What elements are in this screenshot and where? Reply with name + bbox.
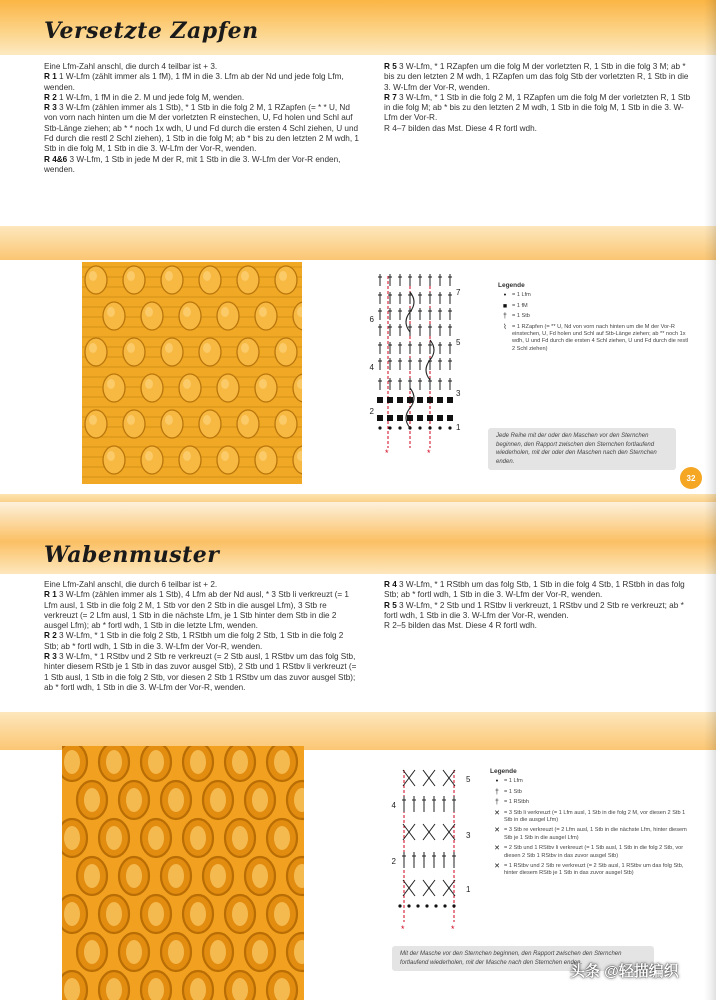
- puff-stitch: [179, 374, 201, 402]
- page-title: Versetzte Zapfen: [44, 18, 259, 44]
- instruction-text: 3 W-Lfm, * 1 RStbh um das folg Stb, 1 Stb in die folg 4 Stb, 1 RStbh in das folg Stb; ab * fortl wdh, 1 Stb in die 3. W-Lfm der Vor-R, wenden.: [384, 580, 685, 600]
- puff-highlight: [203, 271, 211, 281]
- puff-stitch: [255, 302, 277, 330]
- puff-highlight: [259, 451, 267, 461]
- divider-band: [0, 712, 716, 750]
- repeat-star-icon: *: [401, 924, 405, 934]
- puff-stitch: [141, 302, 163, 330]
- legend-item: [498, 324, 688, 354]
- instruction-text: 3 W-Lfm, * 1 RZapfen um die folg M der vorletzten R, 1 Stb in die folg 3 M; ab * bis zu den letzten 2 M wdh, 1 RZapfen um das folg Stb der vorletzten R, 1 Stb in die 3. W-Lfm der Vor-R, wenden.: [384, 62, 689, 92]
- legend-item: [490, 827, 695, 842]
- lfm-symbol: [407, 904, 410, 907]
- fm-symbol: [427, 415, 433, 421]
- puff-stitch: [103, 446, 125, 474]
- fm-symbol: [397, 415, 403, 421]
- instruction-paragraph: [44, 62, 362, 72]
- puff-highlight: [107, 379, 115, 389]
- cell-highlight: [168, 788, 184, 812]
- fm-symbol: [397, 397, 403, 403]
- puff-highlight: [89, 415, 97, 425]
- lfm-symbol: [452, 904, 455, 907]
- fm-symbol: [407, 397, 413, 403]
- instruction-paragraph: [44, 580, 360, 590]
- instruction-text: 1 W-Lfm, 1 fM in die 2. M und jede folg M, wenden.: [59, 92, 245, 102]
- repeat-star-icon: *: [427, 448, 431, 458]
- instruction-paragraph: [44, 652, 360, 693]
- chart-row-label: 5: [456, 338, 461, 347]
- puff-stitch: [217, 374, 239, 402]
- legend-item: [490, 810, 695, 825]
- puff-stitch: [179, 446, 201, 474]
- instruction-text: 3 W-Lfm (zählen immer als 1 Stb), * 1 Stb in die folg 2 M, 1 RZapfen (= * * U, Nd von vorn nach hinten um die M der vorletzten R einstechen, U, Fd holen und Schl auf Stb-Länge ziehen; ab * * noch 1x wdh, U und Fd durch die ersten 4 Schl ziehen, U und Fd durch die restl 2 Schl ziehen), 1 Stb in die folg M; ab * bis zu den letzten 2 M wdh, 1 Stb in die folg M, 1 Stb in die 3. W-Lfm der Vor-R, wenden.: [44, 103, 359, 154]
- puff-stitch: [217, 446, 239, 474]
- puff-highlight: [145, 307, 153, 317]
- puff-stitch: [275, 410, 297, 438]
- legend-text: = 1 Stb: [504, 788, 522, 795]
- cell-highlight: [252, 940, 268, 964]
- row-label: R 4&6: [44, 154, 68, 164]
- chart-row-label: 1: [456, 423, 461, 432]
- cell-highlight: [232, 826, 248, 850]
- lfm-symbol: [418, 426, 421, 429]
- instruction-paragraph: [384, 124, 696, 134]
- cell-highlight: [106, 902, 122, 926]
- cell-highlight: [190, 750, 206, 774]
- cell-highlight: [148, 750, 164, 774]
- legend-symbol-icon: †: [503, 313, 507, 321]
- repeat-note: Mit der Masche vor den Sternchen beginnen, den Rapport zwischen den Sternchen fortlaufend wiederholen, mit der Masche nach den Sternchen enden.: [392, 946, 654, 971]
- fm-symbol: [427, 397, 433, 403]
- puff-stitch: [141, 446, 163, 474]
- cell-highlight: [168, 864, 184, 888]
- legend-symbol-icon: ⌇: [503, 323, 507, 331]
- cell-highlight: [64, 902, 80, 926]
- legend-item: [498, 292, 688, 299]
- legend-item: [498, 303, 688, 310]
- legend-text: = 1 Lfm: [512, 292, 531, 299]
- legend-symbol-icon: †: [495, 799, 499, 807]
- instruction-text: R 4–7 bilden das Mst. Diese 4 R fortl wdh.: [384, 123, 537, 133]
- page-title: Wabenmuster: [44, 542, 220, 568]
- page-crease: [704, 0, 716, 502]
- cell-highlight: [106, 826, 122, 850]
- legend-item: [490, 778, 695, 785]
- instruction-text: 3 W-Lfm, * 1 Stb in die folg 2 M, 1 RZapfen um die folg M der vorletzten R, 1 Stb in die folg M; ab * bis zu den letzten 2 M wdh, 1 Stb in die folg M, 1 Stb in die 3. W-Lfm der Vor-R.: [384, 92, 691, 123]
- puff-highlight: [165, 343, 173, 353]
- puff-highlight: [127, 271, 135, 281]
- fm-symbol: [417, 415, 423, 421]
- legend-item: [490, 799, 695, 806]
- puff-stitch: [217, 302, 239, 330]
- cell-highlight: [126, 788, 142, 812]
- legend-text: = 1 fM: [512, 302, 528, 309]
- puff-highlight: [145, 451, 153, 461]
- cell-highlight: [210, 864, 226, 888]
- puff-highlight: [165, 271, 173, 281]
- cell-highlight: [232, 750, 248, 774]
- puff-stitch: [199, 338, 221, 366]
- puff-stitch: [123, 338, 145, 366]
- instruction-paragraph: [44, 590, 360, 631]
- instruction-text: 3 W-Lfm, * 2 Stb und 1 RStbv li verkreuzt, 1 RStbv und 2 Stb re verkreuzt; ab * fortl wdh, 1 Stb in die 3. W-Lfm der Vor-R, wenden.: [384, 600, 684, 620]
- puff-stitch: [161, 338, 183, 366]
- instruction-paragraph: [44, 93, 362, 103]
- legend-text: = 3 Stb li verkreuzt (= 1 Lfm ausl, 1 Stb in die folg 2 M, vor diesen 2 Stb 1 Stb in die ausgel Lfm): [504, 809, 686, 824]
- instruction-text: 3 W-Lfm, * 1 Stb in die folg 2 Stb, 1 RStbh um die folg 2 Stb, 1 Stb in die folg 2 Stb; ab * fortl wdh, 1 Stb in die 3. W-Lfm der Vor-R, wenden.: [44, 631, 344, 651]
- instruction-paragraph: [384, 601, 696, 622]
- legend-text: = 3 Stb re verkreuzt (= 2 Lfm ausl, 1 Stb in die nächste Lfm, hinter diesem Stb je 1 Stb in die ausgel Lfm): [504, 827, 687, 841]
- puff-stitch: [237, 338, 259, 366]
- puff-stitch: [237, 266, 259, 294]
- instruction-text: R 2–5 bilden das Mst. Diese 4 R fortl wdh.: [384, 621, 537, 631]
- puff-stitch: [85, 338, 107, 366]
- repeat-star-icon: *: [451, 924, 455, 934]
- fm-symbol: [417, 397, 423, 403]
- legend-symbol-icon: ✕: [494, 845, 500, 853]
- puff-stitch: [161, 266, 183, 294]
- chart-row-label: 2: [391, 857, 396, 866]
- puff-stitch: [179, 302, 201, 330]
- puff-stitch: [141, 374, 163, 402]
- lfm-symbol: [438, 426, 441, 429]
- puff-stitch: [275, 338, 297, 366]
- fm-symbol: [407, 415, 413, 421]
- chart-legend: [490, 768, 695, 881]
- puff-stitch: [275, 266, 297, 294]
- lfm-symbol: [398, 904, 401, 907]
- legend-item: [490, 789, 695, 796]
- instruction-paragraph: [384, 621, 696, 631]
- cell-highlight: [126, 864, 142, 888]
- legend-item: [490, 863, 695, 878]
- cell-highlight: [106, 750, 122, 774]
- lfm-symbol: [425, 904, 428, 907]
- legend-text: = 1 RStbh: [504, 799, 530, 806]
- chart-row-label: 3: [466, 831, 471, 840]
- fm-symbol: [437, 415, 443, 421]
- page-wabenmuster: [0, 502, 716, 1000]
- puff-stitch: [85, 410, 107, 438]
- cell-highlight: [84, 940, 100, 964]
- legend-text: = 1 RStbv und 2 Stb re verkreuzt (= 2 Stb ausl, 1 RStbv um das folg Stb, hinter diesem RStb je 1 Stb in das zuvor ausgel Stb): [504, 863, 684, 877]
- lfm-symbol: [416, 904, 419, 907]
- row-label: R 2: [44, 92, 57, 102]
- fm-symbol: [387, 397, 393, 403]
- legend-text: = 2 Stb und 1 RStbv li verkreuzt (= 1 Stb ausl, 1 Stb in die folg 2 Stb, vor diesen 2 Stb 1 RStbv in das zuvor ausgel Stb): [504, 845, 684, 859]
- puff-highlight: [203, 343, 211, 353]
- chart-row-label: 5: [466, 775, 471, 784]
- chart-row-label: 4: [391, 801, 396, 810]
- puff-highlight: [183, 451, 191, 461]
- puff-highlight: [127, 343, 135, 353]
- instruction-text: 3 W-Lfm (zählen immer als 1 Stb), 4 Lfm ab der Nd ausl, * 3 Stb li verkreuzt (= 1 Lfm ausl, 1 Stb in die folg 2 M, 1 Stb vor den 2 Stb in die ausgel Lfm), 3 Stb re verkreuzt (= 2 Lfm ausl, 1 Stb in die nächste Lfm, je 1 Stb hinter dem Stb in die 2 ausgel Lfm); ab * fortl wdh, 1 Stb in die letzte Lfm, wenden.: [44, 590, 349, 631]
- legend-heading: Legende: [490, 768, 517, 775]
- instruction-paragraph: [44, 72, 362, 93]
- cell-highlight: [190, 902, 206, 926]
- row-label: R 5: [384, 600, 397, 610]
- row-label: R 2: [44, 631, 57, 641]
- puff-highlight: [259, 307, 267, 317]
- chart-row-label: 6: [369, 315, 374, 324]
- cell-highlight: [190, 826, 206, 850]
- row-label: R 3: [44, 652, 57, 662]
- puff-highlight: [203, 415, 211, 425]
- legend-heading: Legende: [498, 282, 525, 289]
- cell-highlight: [84, 788, 100, 812]
- puff-highlight: [89, 343, 97, 353]
- instruction-paragraph: [44, 631, 360, 652]
- legend-item: [490, 845, 695, 860]
- legend-text: = 1 Stb: [512, 313, 530, 320]
- legend-symbol-icon: •: [495, 778, 499, 786]
- puff-highlight: [89, 271, 97, 281]
- fm-symbol: [387, 415, 393, 421]
- lfm-symbol: [388, 426, 391, 429]
- puff-stitch: [199, 410, 221, 438]
- page-number: 32: [680, 467, 702, 489]
- instruction-text: 3 W-Lfm, * 1 RStbv und 2 Stb re verkreuzt (= 2 Stb ausl, 1 RStbv um das folg Stb, hinter diesem RStb je 1 Stb in das zuvor ausgel Stb), 2 Stb und 1 RStbv li verkreuzt (= 1 Stb ausl, 1 Stb in die folg 2 Stb, vor diesen 2 Stb 1 RStbv um das zuvor ausgel Stb); ab * fortl wdh, 1 Stb in die 3. W-Lfm der Vor-R, wenden.: [44, 652, 357, 692]
- row-label: R 3: [44, 103, 57, 113]
- fm-symbol: [447, 415, 453, 421]
- puff-highlight: [259, 379, 267, 389]
- chart-row-label: 3: [456, 389, 461, 398]
- repeat-star-icon: *: [385, 448, 389, 458]
- swatch-photo-waben: [62, 746, 304, 1000]
- legend-symbol-icon: †: [495, 788, 499, 796]
- cell-highlight: [126, 940, 142, 964]
- fm-symbol: [437, 397, 443, 403]
- cell-highlight: [64, 826, 80, 850]
- row-label: R 4: [384, 580, 397, 589]
- puff-stitch: [255, 446, 277, 474]
- instruction-text: Eine Lfm-Zahl anschl, die durch 4 teilbar ist + 3.: [44, 62, 218, 71]
- instruction-text: 1 W-Lfm (zählt immer als 1 fM), 1 fM in die 3. Lfm ab der Nd und jede folg Lfm, wenden.: [44, 72, 344, 92]
- legend-text: = 1 Lfm: [504, 778, 523, 785]
- legend-text: = 1 RZapfen (= ** U, Nd von vorn nach hinten um die M der Vor-R einstechen, U, Fd holen und Schl auf Stb-Länge ziehen; ab ** noch 1x wdh, U und Fd durch die ersten 4 Schl ziehen, U und Fd durch die restl 2 Schl ziehen): [512, 323, 688, 352]
- repeat-note: Jede Reihe mit der oder den Maschen vor den Sternchen beginnen, den Rapport zwischen den Sternchen fortlaufend wiederholen, mit der oder den Maschen nach den Sternchen enden.: [488, 428, 676, 470]
- instruction-paragraph: [44, 155, 362, 176]
- puff-highlight: [145, 379, 153, 389]
- cell-highlight: [274, 902, 290, 926]
- cell-highlight: [274, 750, 290, 774]
- puff-highlight: [107, 307, 115, 317]
- cell-highlight: [168, 940, 184, 964]
- puff-highlight: [241, 415, 249, 425]
- instructions-column-2: [384, 580, 696, 631]
- legend-symbol-icon: ■: [502, 302, 508, 310]
- divider-band: [0, 226, 716, 260]
- puff-stitch: [199, 266, 221, 294]
- instruction-paragraph: [384, 62, 696, 93]
- chart-row-label: 4: [369, 363, 374, 372]
- legend-symbol-icon: ✕: [494, 863, 500, 871]
- puff-highlight: [107, 451, 115, 461]
- puff-highlight: [221, 451, 229, 461]
- lfm-symbol: [434, 904, 437, 907]
- lfm-symbol: [428, 426, 431, 429]
- lfm-symbol: [448, 426, 451, 429]
- row-label: R 1: [44, 72, 57, 82]
- footer-band: [0, 494, 716, 502]
- crochet-chart-zapfen: [360, 268, 470, 458]
- puff-stitch: [123, 266, 145, 294]
- fm-symbol: [377, 397, 383, 403]
- instructions-column-1: [44, 62, 362, 175]
- legend-symbol-icon: ✕: [494, 809, 500, 817]
- instruction-text: 3 W-Lfm, 1 Stb in jede M der R, mit 1 Stb in die 3. W-Lfm der Vor-R enden, wenden.: [44, 154, 341, 174]
- instruction-paragraph: [384, 580, 696, 601]
- instruction-paragraph: [44, 103, 362, 154]
- puff-highlight: [183, 307, 191, 317]
- cell-highlight: [252, 864, 268, 888]
- cell-highlight: [84, 864, 100, 888]
- fm-symbol: [377, 415, 383, 421]
- fm-symbol: [447, 397, 453, 403]
- swatch-photo-zapfen: [82, 262, 302, 484]
- lfm-symbol: [398, 426, 401, 429]
- puff-stitch: [255, 374, 277, 402]
- puff-highlight: [221, 307, 229, 317]
- puff-stitch: [103, 302, 125, 330]
- legend-symbol-icon: ✕: [494, 827, 500, 835]
- puff-stitch: [161, 410, 183, 438]
- row-label: R 7: [384, 92, 397, 102]
- puff-stitch: [85, 266, 107, 294]
- puff-highlight: [183, 379, 191, 389]
- lfm-symbol: [378, 426, 381, 429]
- chart-row-label: 7: [456, 288, 461, 297]
- puff-stitch: [237, 410, 259, 438]
- chart-legend: [498, 282, 688, 356]
- row-label: R 1: [44, 590, 57, 600]
- instructions-column-1: [44, 580, 360, 693]
- cell-highlight: [274, 826, 290, 850]
- puff-stitch: [123, 410, 145, 438]
- puff-highlight: [279, 415, 287, 425]
- cell-highlight: [64, 750, 80, 774]
- cell-highlight: [210, 788, 226, 812]
- legend-symbol-icon: •: [503, 292, 507, 300]
- legend-item: [498, 313, 688, 320]
- puff-stitch: [103, 374, 125, 402]
- puff-highlight: [221, 379, 229, 389]
- puff-highlight: [279, 343, 287, 353]
- cell-highlight: [252, 788, 268, 812]
- instruction-paragraph: [384, 93, 696, 124]
- page-crease: [704, 502, 716, 1000]
- instructions-column-2: [384, 62, 696, 134]
- crochet-chart-waben: [382, 766, 482, 936]
- chart-row-label: 1: [466, 885, 471, 894]
- puff-highlight: [279, 271, 287, 281]
- lfm-symbol: [443, 904, 446, 907]
- puff-highlight: [165, 415, 173, 425]
- puff-highlight: [127, 415, 135, 425]
- cell-highlight: [148, 826, 164, 850]
- watermark: 头条 @轻描编织: [570, 963, 679, 980]
- cell-highlight: [232, 902, 248, 926]
- row-label: R 5: [384, 62, 397, 71]
- puff-highlight: [241, 271, 249, 281]
- puff-highlight: [241, 343, 249, 353]
- cell-highlight: [210, 940, 226, 964]
- cell-highlight: [148, 902, 164, 926]
- chart-row-label: 2: [369, 407, 374, 416]
- instruction-text: Eine Lfm-Zahl anschl, die durch 6 teilbar ist + 2.: [44, 580, 218, 589]
